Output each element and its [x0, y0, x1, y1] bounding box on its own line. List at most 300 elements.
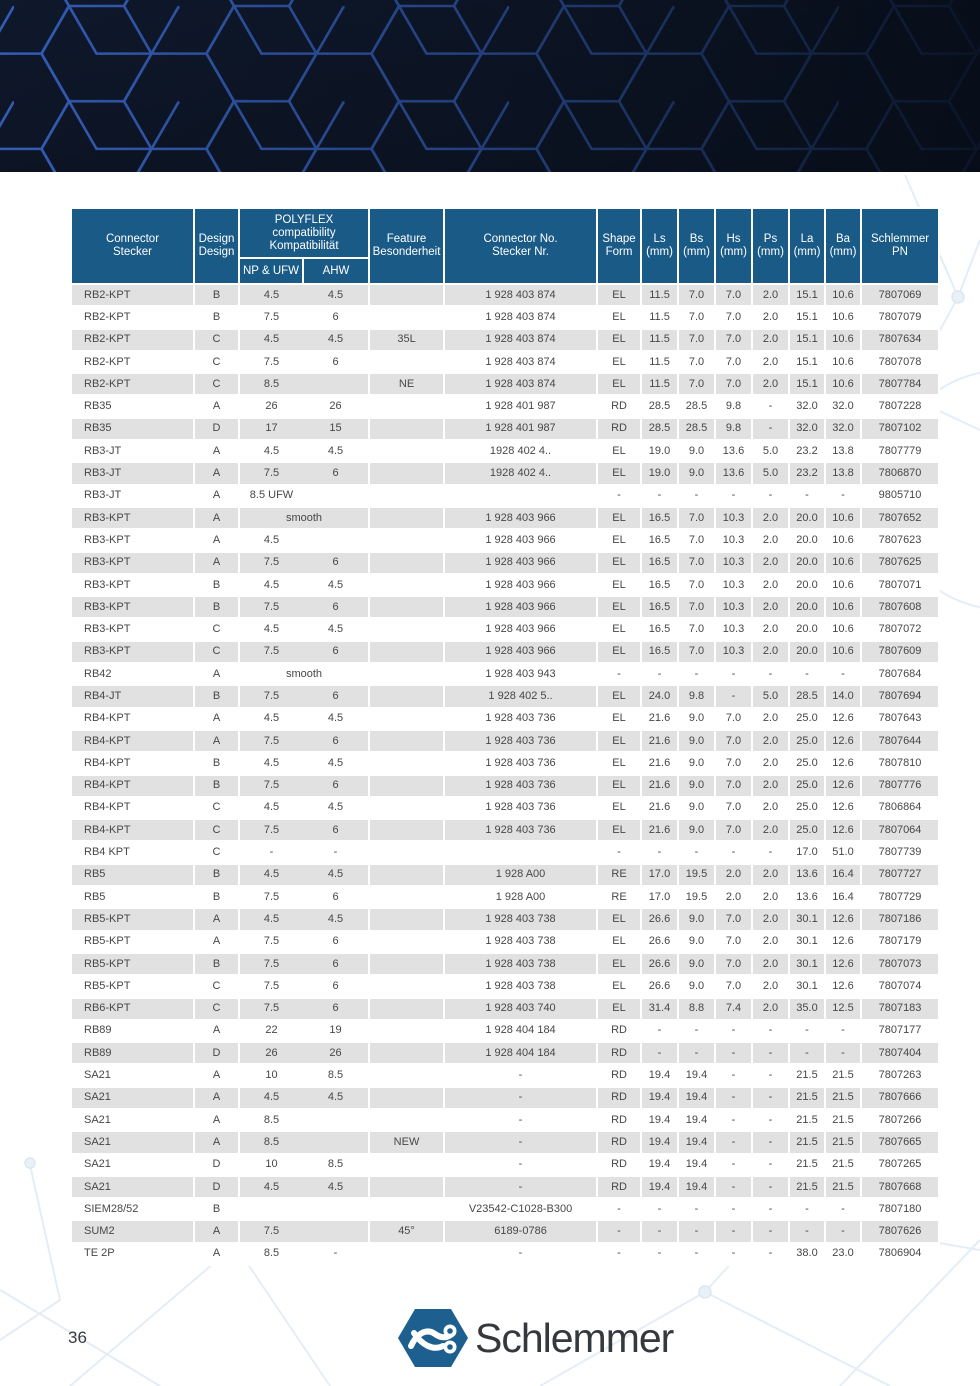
cell-hs: 7.0	[715, 306, 752, 328]
cell-sh: -	[597, 663, 641, 685]
cell-ba: 21.5	[825, 1087, 861, 1109]
cell-c: RB35	[71, 395, 194, 417]
cell-pn: 7807186	[861, 908, 939, 930]
cell-bs: 19.4	[678, 1087, 715, 1109]
cell-bs: 7.0	[678, 596, 715, 618]
col-header-bs: Bs (mm)	[678, 208, 715, 284]
cell-f	[369, 552, 444, 574]
cell-ps: 2.0	[752, 641, 789, 663]
cell-pn: 7806904	[861, 1243, 939, 1265]
cell-c: RB3-JT	[71, 485, 194, 507]
cell-la: 21.5	[789, 1109, 825, 1131]
cell-ps: 2.0	[752, 797, 789, 819]
cell-c: RB4-KPT	[71, 730, 194, 752]
cell-ps: 2.0	[752, 953, 789, 975]
cell-hs: 10.3	[715, 618, 752, 640]
cell-c: RB4 KPT	[71, 841, 194, 863]
cell-d: B	[194, 953, 239, 975]
cell-sh: -	[597, 1243, 641, 1265]
cell-c: RB5	[71, 864, 194, 886]
col-header-polyflex-compatibility: POLYFLEX compatibility Kompatibilität	[239, 208, 369, 258]
table-row	[71, 1220, 939, 1242]
cell-hs: 10.3	[715, 641, 752, 663]
cell-pn: 7807634	[861, 329, 939, 351]
cell-no: 1 928 403 874	[444, 351, 597, 373]
cell-no: 1 928 403 966	[444, 552, 597, 574]
cell-d: A	[194, 663, 239, 685]
cell-la: 25.0	[789, 730, 825, 752]
table-row	[71, 864, 939, 886]
cell-la: 20.0	[789, 618, 825, 640]
cell-c: SA21	[71, 1131, 194, 1153]
cell-no	[444, 485, 597, 507]
cell-bs: 19.4	[678, 1109, 715, 1131]
col-header-connector: Connector Stecker	[71, 208, 194, 284]
cell-pn: 7807776	[861, 775, 939, 797]
cell-ls: 26.6	[641, 908, 678, 930]
cell-np: 7.5	[239, 306, 303, 328]
cell-ls: -	[641, 1220, 678, 1242]
table-row	[71, 1020, 939, 1042]
cell-hs: 7.0	[715, 752, 752, 774]
cell-ahw: 4.5	[303, 1087, 369, 1109]
cell-bs: 9.0	[678, 819, 715, 841]
cell-ls: 11.5	[641, 329, 678, 351]
cell-c: RB3-JT	[71, 440, 194, 462]
cell-ls: 21.6	[641, 819, 678, 841]
cell-sh: EL	[597, 931, 641, 953]
cell-ps: 2.0	[752, 507, 789, 529]
cell-ahw: 6	[303, 886, 369, 908]
cell-no: 1 928 403 736	[444, 730, 597, 752]
cell-d: C	[194, 373, 239, 395]
cell-sh: EL	[597, 685, 641, 707]
cell-d: B	[194, 864, 239, 886]
cell-la: -	[789, 1020, 825, 1042]
cell-ls: -	[641, 841, 678, 863]
table-row	[71, 953, 939, 975]
cell-pn: 7806870	[861, 462, 939, 484]
cell-f	[369, 864, 444, 886]
cell-ba: 21.5	[825, 1064, 861, 1086]
cell-np: 26	[239, 1042, 303, 1064]
cell-ahw: 6	[303, 730, 369, 752]
col-header-ba: Ba (mm)	[825, 208, 861, 284]
cell-hs: 10.3	[715, 552, 752, 574]
cell-d: A	[194, 931, 239, 953]
cell-f	[369, 975, 444, 997]
cell-ahw: 4.5	[303, 797, 369, 819]
cell-d: C	[194, 797, 239, 819]
cell-pn: 7807608	[861, 596, 939, 618]
cell-c: RB3-KPT	[71, 552, 194, 574]
cell-ls: 11.5	[641, 284, 678, 306]
table-row	[71, 641, 939, 663]
cell-ls: 17.0	[641, 886, 678, 908]
table-row	[71, 819, 939, 841]
cell-la: 13.6	[789, 864, 825, 886]
table-row	[71, 1042, 939, 1064]
cell-sh: -	[597, 485, 641, 507]
hexagon-banner	[0, 0, 980, 172]
cell-ahw: 6	[303, 975, 369, 997]
cell-ba: 10.6	[825, 329, 861, 351]
table-row	[71, 1243, 939, 1265]
cell-pn: 7807064	[861, 819, 939, 841]
cell-d: D	[194, 1154, 239, 1176]
table-row	[71, 663, 939, 685]
cell-ls: 19.4	[641, 1176, 678, 1198]
cell-f: NEW	[369, 1131, 444, 1153]
cell-np: 4.5	[239, 864, 303, 886]
cell-sh: RD	[597, 1109, 641, 1131]
cell-pn: 7807779	[861, 440, 939, 462]
cell-ls: -	[641, 485, 678, 507]
cell-c: RB4-KPT	[71, 752, 194, 774]
cell-f	[369, 1109, 444, 1131]
cell-f	[369, 1020, 444, 1042]
cell-ps: 5.0	[752, 685, 789, 707]
cell-ps: 2.0	[752, 529, 789, 551]
cell-no: -	[444, 1109, 597, 1131]
cell-sh: EL	[597, 953, 641, 975]
cell-ps: 2.0	[752, 819, 789, 841]
cell-np: 4.5	[239, 284, 303, 306]
cell-hs: 7.0	[715, 730, 752, 752]
cell-hs: 7.0	[715, 329, 752, 351]
cell-f	[369, 663, 444, 685]
table-header-row-1	[71, 208, 939, 258]
cell-pn: 7807666	[861, 1087, 939, 1109]
cell-la: -	[789, 485, 825, 507]
cell-ba: 21.5	[825, 1176, 861, 1198]
cell-hs: 13.6	[715, 462, 752, 484]
cell-ba: 12.6	[825, 708, 861, 730]
cell-hs: -	[715, 1020, 752, 1042]
cell-f	[369, 1087, 444, 1109]
cell-ahw: 6	[303, 351, 369, 373]
table-row	[71, 1064, 939, 1086]
cell-f	[369, 529, 444, 551]
cell-hs: 7.0	[715, 797, 752, 819]
cell-c: RB4-KPT	[71, 819, 194, 841]
cell-ba: 10.6	[825, 574, 861, 596]
cell-np: 4.5	[239, 708, 303, 730]
cell-np: 7.5	[239, 685, 303, 707]
cell-bs: 7.0	[678, 351, 715, 373]
cell-np: 7.5	[239, 931, 303, 953]
cell-ba: 32.0	[825, 395, 861, 417]
cell-ps: 2.0	[752, 618, 789, 640]
cell-la: 25.0	[789, 775, 825, 797]
col-header-shape: Shape Form	[597, 208, 641, 284]
cell-ahw: 6	[303, 685, 369, 707]
cell-ahw	[303, 485, 369, 507]
cell-hs: -	[715, 1064, 752, 1086]
cell-ba: 21.5	[825, 1154, 861, 1176]
cell-ahw: 6	[303, 998, 369, 1020]
cell-ba: 10.6	[825, 373, 861, 395]
cell-d: A	[194, 1087, 239, 1109]
cell-bs: 8.8	[678, 998, 715, 1020]
cell-ahw: 4.5	[303, 708, 369, 730]
cell-hs: 9.8	[715, 418, 752, 440]
cell-hs: 2.0	[715, 864, 752, 886]
schlemmer-hexagon-tubes-icon	[398, 1306, 468, 1370]
cell-ps: -	[752, 1109, 789, 1131]
col-header-schlemmer-pn: Schlemmer PN	[861, 208, 939, 284]
cell-ahw: 15	[303, 418, 369, 440]
col-header-ps: Ps (mm)	[752, 208, 789, 284]
cell-no: 1 928 A00	[444, 886, 597, 908]
cell-f	[369, 485, 444, 507]
table-row	[71, 596, 939, 618]
cell-sh: -	[597, 841, 641, 863]
cell-f	[369, 596, 444, 618]
cell-no: 1 928 403 736	[444, 708, 597, 730]
cell-no: 1 928 402 5..	[444, 685, 597, 707]
cell-la: 30.1	[789, 953, 825, 975]
cell-ls: 19.0	[641, 462, 678, 484]
cell-ba: 13.8	[825, 440, 861, 462]
cell-ahw: 4.5	[303, 752, 369, 774]
cell-d: C	[194, 618, 239, 640]
cell-no: -	[444, 1131, 597, 1153]
cell-c: RB2-KPT	[71, 306, 194, 328]
cell-hs: 7.0	[715, 819, 752, 841]
cell-sh: RD	[597, 1087, 641, 1109]
cell-la: 20.0	[789, 596, 825, 618]
table-row	[71, 306, 939, 328]
cell-pn: 7807074	[861, 975, 939, 997]
cell-c: RB3-KPT	[71, 596, 194, 618]
cell-bs: 9.0	[678, 953, 715, 975]
cell-bs: 9.0	[678, 797, 715, 819]
cell-sh: EL	[597, 797, 641, 819]
cell-bs: 19.4	[678, 1064, 715, 1086]
cell-f	[369, 574, 444, 596]
cell-pn: 7807810	[861, 752, 939, 774]
cell-sh: EL	[597, 306, 641, 328]
cell-no: 1 928 403 738	[444, 975, 597, 997]
cell-c: RB2-KPT	[71, 329, 194, 351]
cell-d: A	[194, 395, 239, 417]
cell-d: B	[194, 284, 239, 306]
cell-d: A	[194, 462, 239, 484]
table-row	[71, 329, 939, 351]
cell-la: 21.5	[789, 1176, 825, 1198]
table-row	[71, 931, 939, 953]
page-number: 36	[68, 1328, 87, 1347]
cell-d: C	[194, 819, 239, 841]
cell-ls: -	[641, 1020, 678, 1042]
cell-ls: 28.5	[641, 395, 678, 417]
cell-sh: EL	[597, 507, 641, 529]
cell-c: SA21	[71, 1064, 194, 1086]
cell-ls: 16.5	[641, 529, 678, 551]
cell-no: 1 928 403 874	[444, 284, 597, 306]
cell-f	[369, 730, 444, 752]
cell-hs: -	[715, 663, 752, 685]
table-row	[71, 908, 939, 930]
cell-ps: -	[752, 1154, 789, 1176]
cell-la: 15.1	[789, 373, 825, 395]
cell-c: RB6-KPT	[71, 998, 194, 1020]
cell-ps: -	[752, 1087, 789, 1109]
cell-f	[369, 797, 444, 819]
cell-d: A	[194, 708, 239, 730]
cell-ahw: 6	[303, 775, 369, 797]
cell-pn: 7807404	[861, 1042, 939, 1064]
cell-la: 17.0	[789, 841, 825, 863]
cell-np: 7.5	[239, 886, 303, 908]
cell-ls: 16.5	[641, 574, 678, 596]
cell-bs: 7.0	[678, 329, 715, 351]
cell-bs: -	[678, 841, 715, 863]
cell-ps: 2.0	[752, 775, 789, 797]
cell-ba: 12.6	[825, 797, 861, 819]
table-row	[71, 1176, 939, 1198]
cell-f	[369, 462, 444, 484]
cell-hs: 7.0	[715, 373, 752, 395]
cell-np: 7.5	[239, 552, 303, 574]
cell-bs: -	[678, 485, 715, 507]
cell-bs: 7.0	[678, 641, 715, 663]
cell-pn: 7807179	[861, 931, 939, 953]
cell-np: 4.5	[239, 1176, 303, 1198]
cell-sh: EL	[597, 708, 641, 730]
cell-bs: 9.0	[678, 752, 715, 774]
cell-sh: RD	[597, 1131, 641, 1153]
cell-f	[369, 752, 444, 774]
cell-bs: 19.4	[678, 1176, 715, 1198]
cell-np: 8.5	[239, 373, 303, 395]
cell-hs: 10.3	[715, 574, 752, 596]
cell-la: 38.0	[789, 1243, 825, 1265]
cell-la: 30.1	[789, 975, 825, 997]
cell-bs: 7.0	[678, 507, 715, 529]
cell-c: RB2-KPT	[71, 284, 194, 306]
cell-f	[369, 1154, 444, 1176]
cell-ahw: 6	[303, 462, 369, 484]
cell-pn: 7807228	[861, 395, 939, 417]
cell-c: RB4-KPT	[71, 775, 194, 797]
cell-hs: -	[715, 1243, 752, 1265]
cell-ls: 19.4	[641, 1109, 678, 1131]
cell-pn: 7807625	[861, 552, 939, 574]
cell-bs: 7.0	[678, 618, 715, 640]
cell-pn: 7807694	[861, 685, 939, 707]
cell-np: 7.5	[239, 975, 303, 997]
cell-pn: 7807073	[861, 953, 939, 975]
cell-c: TE 2P	[71, 1243, 194, 1265]
cell-sh: EL	[597, 529, 641, 551]
cell-f	[369, 306, 444, 328]
cell-ba: 12.6	[825, 730, 861, 752]
cell-f	[369, 886, 444, 908]
cell-ahw: 6	[303, 931, 369, 953]
cell-la: 23.2	[789, 440, 825, 462]
cell-ahw: 4.5	[303, 1176, 369, 1198]
cell-ps: 2.0	[752, 975, 789, 997]
cell-bs: 19.5	[678, 864, 715, 886]
cell-sh: EL	[597, 775, 641, 797]
table-row	[71, 1198, 939, 1220]
cell-ps: -	[752, 485, 789, 507]
cell-sh: EL	[597, 752, 641, 774]
cell-d: D	[194, 1176, 239, 1198]
cell-sh: RD	[597, 1176, 641, 1198]
cell-ls: -	[641, 1042, 678, 1064]
table-row	[71, 418, 939, 440]
cell-ps: -	[752, 1176, 789, 1198]
cell-sh: RE	[597, 886, 641, 908]
cell-ls: 19.4	[641, 1087, 678, 1109]
cell-ls: 16.5	[641, 552, 678, 574]
cell-np: 22	[239, 1020, 303, 1042]
cell-ls: -	[641, 663, 678, 685]
cell-ls: -	[641, 1243, 678, 1265]
cell-sh: EL	[597, 730, 641, 752]
cell-sh: RD	[597, 1020, 641, 1042]
cell-ls: 26.6	[641, 953, 678, 975]
cell-bs: 9.0	[678, 931, 715, 953]
cell-f	[369, 618, 444, 640]
cell-d: B	[194, 775, 239, 797]
cell-ahw: 4.5	[303, 329, 369, 351]
cell-ls: 21.6	[641, 752, 678, 774]
cell-ls: 16.5	[641, 641, 678, 663]
cell-no: V23542-C1028-B300	[444, 1198, 597, 1220]
cell-sh: EL	[597, 373, 641, 395]
cell-ba: 12.6	[825, 819, 861, 841]
cell-pn: 7807739	[861, 841, 939, 863]
cell-no: 1928 402 4..	[444, 440, 597, 462]
cell-pn: 7807072	[861, 618, 939, 640]
cell-la: -	[789, 663, 825, 685]
cell-np: 8.5	[239, 1109, 303, 1131]
table-row	[71, 841, 939, 863]
cell-hs: 7.0	[715, 975, 752, 997]
table-row	[71, 440, 939, 462]
cell-ba: 12.6	[825, 975, 861, 997]
cell-ls: 19.4	[641, 1131, 678, 1153]
cell-sh: EL	[597, 998, 641, 1020]
col-header-ahw: AHW	[303, 258, 369, 284]
cell-d: A	[194, 529, 239, 551]
cell-ps: 2.0	[752, 373, 789, 395]
cell-no: 1 928 403 966	[444, 529, 597, 551]
cell-d: B	[194, 886, 239, 908]
cell-sh: EL	[597, 462, 641, 484]
cell-pn: 7807652	[861, 507, 939, 529]
cell-la: 15.1	[789, 351, 825, 373]
table-row	[71, 797, 939, 819]
cell-ps: -	[752, 1220, 789, 1242]
cell-bs: -	[678, 1020, 715, 1042]
cell-f	[369, 819, 444, 841]
cell-np: 7.5	[239, 730, 303, 752]
cell-ahw: 6	[303, 552, 369, 574]
cell-c: RB89	[71, 1042, 194, 1064]
cell-ahw: 4.5	[303, 574, 369, 596]
table-row	[71, 752, 939, 774]
cell-d: B	[194, 1198, 239, 1220]
cell-ba: 23.0	[825, 1243, 861, 1265]
table-row	[71, 1154, 939, 1176]
cell-bs: -	[678, 1220, 715, 1242]
cell-hs: -	[715, 685, 752, 707]
